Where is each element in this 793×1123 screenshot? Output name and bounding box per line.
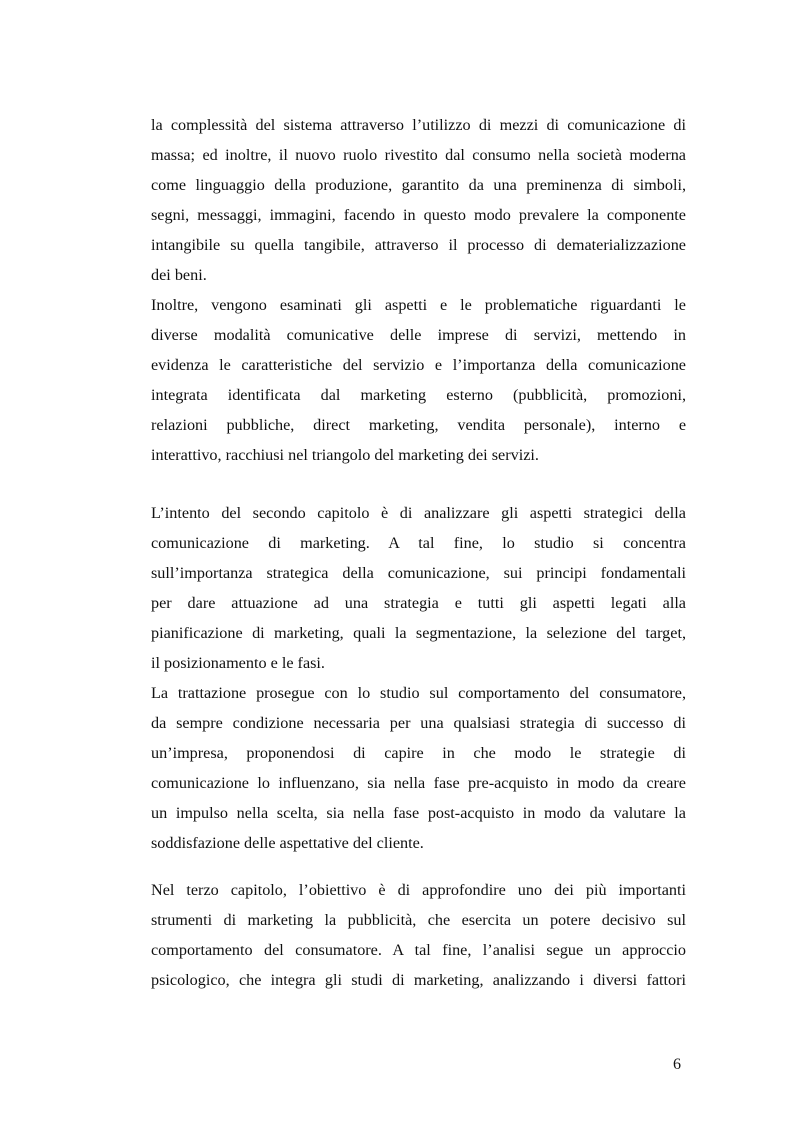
text-line: un impulso nella scelta, sia nella fase post-acquisto in modo da valutare la: [151, 804, 686, 822]
paragraph-1-1: [151, 110, 686, 290]
paragraph-2-1: [151, 498, 686, 678]
text-line: soddisfazione delle aspettative del cliente.: [151, 834, 424, 852]
text-line: relazioni pubbliche, direct marketing, vendita personale), interno e: [151, 416, 686, 434]
text-line: Nel terzo capitolo, l’obiettivo è di approfondire uno dei più importanti: [151, 881, 686, 899]
text-line: sull’importanza strategica della comunicazione, sui principi fondamentali: [151, 564, 686, 582]
page-number: 6: [673, 1056, 681, 1073]
text-section-1: [151, 110, 686, 470]
text-line: integrata identificata dal marketing esterno (pubblicità, promozioni,: [151, 386, 686, 404]
text-line: segni, messaggi, immagini, facendo in questo modo prevalere la componente: [151, 206, 686, 224]
text-line: comunicazione di marketing. A tal fine, lo studio si concentra: [151, 534, 686, 552]
paragraph-3-1: [151, 875, 686, 995]
text-line: L’intento del secondo capitolo è di analizzare gli aspetti strategici della: [151, 504, 686, 522]
text-line: dei beni.: [151, 266, 207, 284]
text-line: evidenza le caratteristiche del servizio e l’importanza della comunicazione: [151, 356, 686, 374]
paragraph-2-2: [151, 678, 686, 858]
text-line: il posizionamento e le fasi.: [151, 654, 325, 672]
text-line: come linguaggio della produzione, garantito da una preminenza di simboli,: [151, 176, 686, 194]
text-line: intangibile su quella tangibile, attraverso il processo di dematerializzazione: [151, 236, 686, 254]
text-line: per dare attuazione ad una strategia e tutti gli aspetti legati alla: [151, 594, 686, 612]
text-line: comunicazione lo influenzano, sia nella fase pre-acquisto in modo da creare: [151, 774, 686, 792]
text-line: da sempre condizione necessaria per una qualsiasi strategia di successo di: [151, 714, 686, 732]
text-section-2: [151, 498, 686, 858]
text-section-3: [151, 875, 686, 995]
paragraph-1-2: [151, 290, 686, 470]
text-line: massa; ed inoltre, il nuovo ruolo rivestito dal consumo nella società moderna: [151, 146, 686, 164]
text-line: comportamento del consumatore. A tal fine, l’analisi segue un approccio: [151, 941, 686, 959]
text-line: pianificazione di marketing, quali la segmentazione, la selezione del target,: [151, 624, 686, 642]
text-line: psicologico, che integra gli studi di marketing, analizzando i diversi fattori: [151, 971, 686, 989]
text-line: la complessità del sistema attraverso l’utilizzo di mezzi di comunicazione di: [151, 116, 686, 134]
text-line: La trattazione prosegue con lo studio sul comportamento del consumatore,: [151, 684, 686, 702]
text-line: diverse modalità comunicative delle imprese di servizi, mettendo in: [151, 326, 686, 344]
text-line: un’impresa, proponendosi di capire in che modo le strategie di: [151, 744, 686, 762]
text-line: interattivo, racchiusi nel triangolo del marketing dei servizi.: [151, 446, 539, 464]
text-line: Inoltre, vengono esaminati gli aspetti e le problematiche riguardanti le: [151, 296, 686, 314]
text-line: strumenti di marketing la pubblicità, che esercita un potere decisivo sul: [151, 911, 686, 929]
